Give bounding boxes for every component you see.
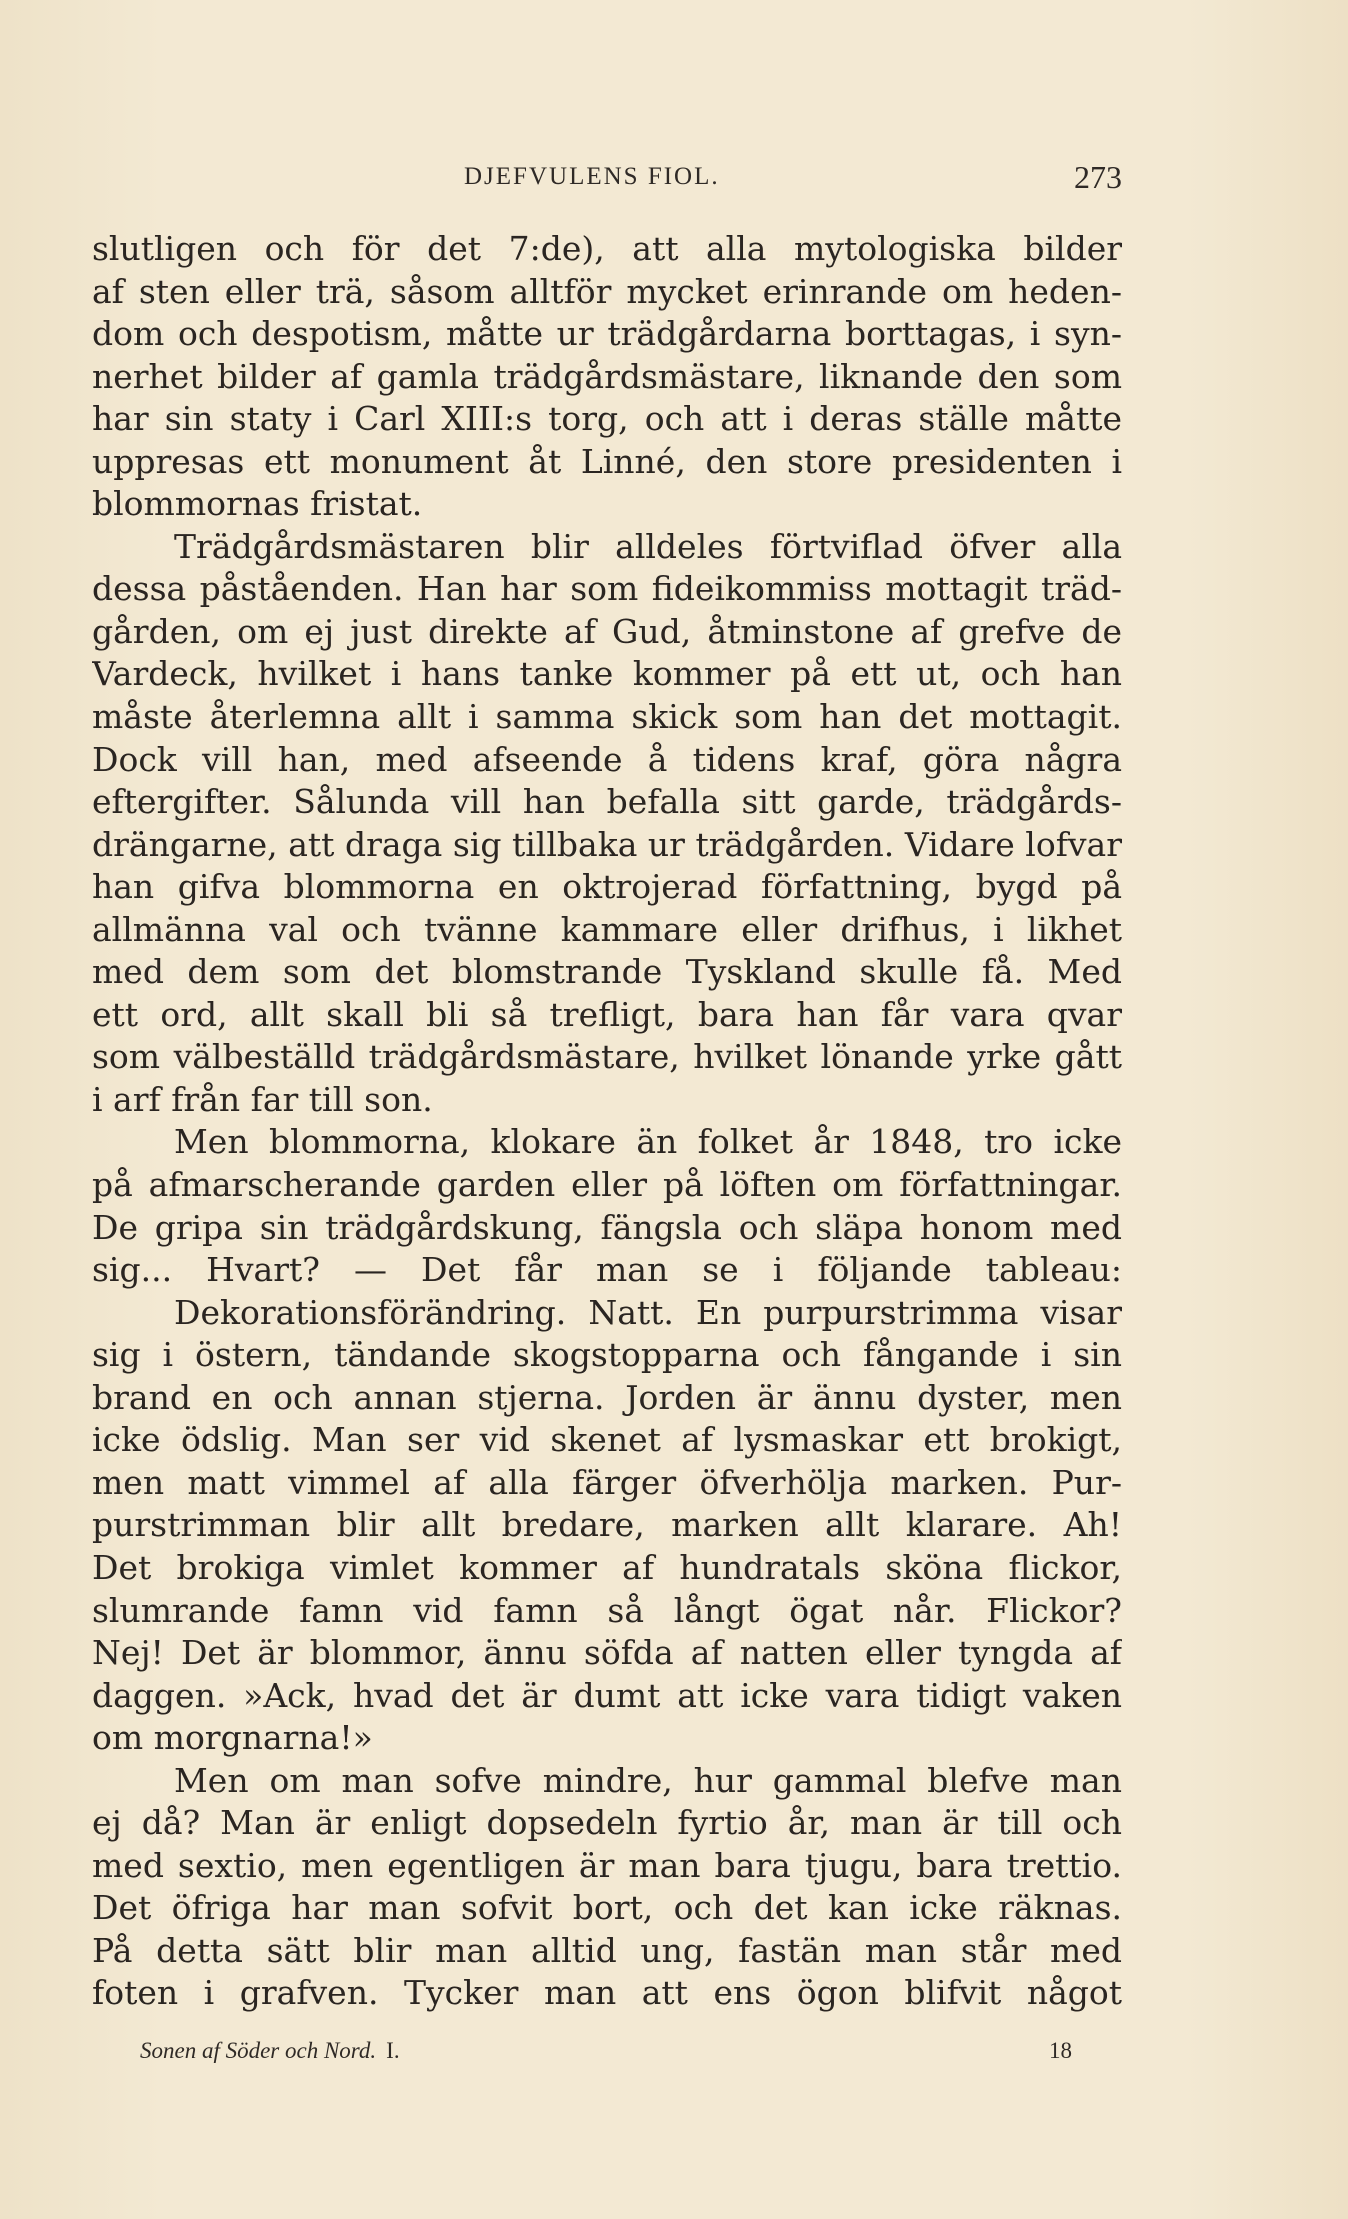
text-line: men matt vimmel af alla färger öfverhölja marken. Pur- — [92, 1462, 1122, 1502]
text-line: nerhet bilder af gamla trädgårdsmästare, liknande den som — [92, 356, 1122, 396]
text-line: slumrande famn vid famn så långt ögat når. Flickor? — [92, 1590, 1122, 1630]
text-line: Det öfriga har man sofvit bort, och det kan icke räknas. — [92, 1888, 1122, 1928]
signature-title: Sonen af Söder och Nord. — [140, 2038, 377, 2063]
text-line: blommornas fristat. — [92, 484, 423, 524]
text-line: Dekorationsförändring. Natt. En purpurstrimma visar — [174, 1292, 1122, 1332]
text-line: han gifva blommorna en oktrojerad författning, bygd på — [92, 867, 1122, 907]
text-line: Men om man sofve mindre, hur gammal blefve man — [174, 1760, 1122, 1800]
text-line: ej då? Man är enligt dopsedeln fyrtio år, man är till och — [92, 1803, 1122, 1843]
text-line: ett ord, allt skall bli så trefligt, bara han får vara qvar — [92, 994, 1122, 1034]
text-line: dom och despotism, måtte ur trädgårdarna borttagas, i syn- — [92, 314, 1122, 354]
text-line: af sten eller trä, såsom alltför mycket erinrande om heden- — [92, 271, 1122, 311]
text-line: Det brokiga vimlet kommer af hundratals sköna flickor, — [92, 1547, 1122, 1587]
text-line: gården, om ej just direkte af Gud, åtminstone af grefve de — [92, 611, 1122, 651]
text-line: drängarne, att draga sig tillbaka ur trädgården. Vidare lofvar — [92, 824, 1122, 864]
text-line: uppresas ett monument åt Linné, den store presidenten i — [92, 441, 1122, 481]
text-line: daggen. »Ack, hvad det är dumt att icke vara tidigt vaken — [92, 1675, 1122, 1715]
text-line: På detta sätt blir man alltid ung, fastän man står med — [92, 1930, 1122, 1970]
text-line: foten i grafven. Tycker man att ens ögon blifvit något — [92, 1973, 1122, 2013]
text-line: brand en och annan stjerna. Jorden är ännu dyster, men — [92, 1377, 1122, 1417]
text-line: allmänna val och tvänne kammare eller drifhus, i likhet — [92, 909, 1122, 949]
text-line: dessa påståenden. Han har som fideikommiss mottagit träd- — [92, 569, 1122, 609]
text-line: icke ödslig. Man ser vid skenet af lysmaskar ett brokigt, — [92, 1420, 1122, 1460]
text-line: med dem som det blomstrande Tyskland skulle få. Med — [92, 952, 1122, 992]
text-line: sig... Hvart? — Det får man se i följande tableau: — [92, 1250, 1122, 1290]
text-line: sig i östern, tändande skogstopparna och fångande i sin — [92, 1335, 1122, 1375]
text-line: De gripa sin trädgårdskung, fängsla och släpa honom med — [92, 1207, 1122, 1247]
text-line: har sin staty i Carl XIII:s torg, och att i deras ställe måtte — [92, 399, 1122, 439]
text-line: Dock vill han, med afseende å tidens kraf, göra några — [92, 739, 1122, 779]
page-header — [92, 159, 1122, 203]
text-line: eftergifter. Sålunda vill han befalla sitt garde, trädgårds- — [92, 782, 1122, 822]
text-line: Men blommorna, klokare än folket år 1848, tro icke — [174, 1122, 1122, 1162]
text-line: i arf från far till son. — [92, 1079, 433, 1119]
text-line: som välbeställd trädgårdsmästare, hvilket lönande yrke gått — [92, 1037, 1122, 1077]
text-line: på afmarscherande garden eller på löften om författningar. — [92, 1165, 1122, 1205]
running-title: DJEFVULENS FIOL. — [464, 163, 720, 190]
signature-volume: I. — [386, 2038, 400, 2063]
page-footer — [140, 2038, 1072, 2074]
text-line: purstrimman blir allt bredare, marken allt klarare. Ah! — [92, 1505, 1122, 1545]
body-text — [92, 228, 1122, 2015]
page-number: 273 — [1074, 159, 1122, 195]
text-line: måste återlemna allt i samma skick som han det mottagit. — [92, 697, 1122, 737]
text-line: med sextio, men egentligen är man bara tjugu, bara trettio. — [92, 1845, 1122, 1885]
text-line: Nej! Det är blommor, ännu söfda af natten eller tyngda af — [92, 1633, 1122, 1673]
signature-mark: 18 — [1049, 2038, 1072, 2063]
text-line: Trädgårdsmästaren blir alldeles förtviflad öfver alla — [174, 526, 1122, 566]
text-line: Vardeck, hvilket i hans tanke kommer på ett ut, och han — [92, 654, 1122, 694]
printer-signature — [140, 2038, 400, 2064]
text-line: slutligen och för det 7:de), att alla mytologiska bilder — [92, 229, 1122, 268]
text-line: om morgnarna!» — [92, 1718, 373, 1758]
